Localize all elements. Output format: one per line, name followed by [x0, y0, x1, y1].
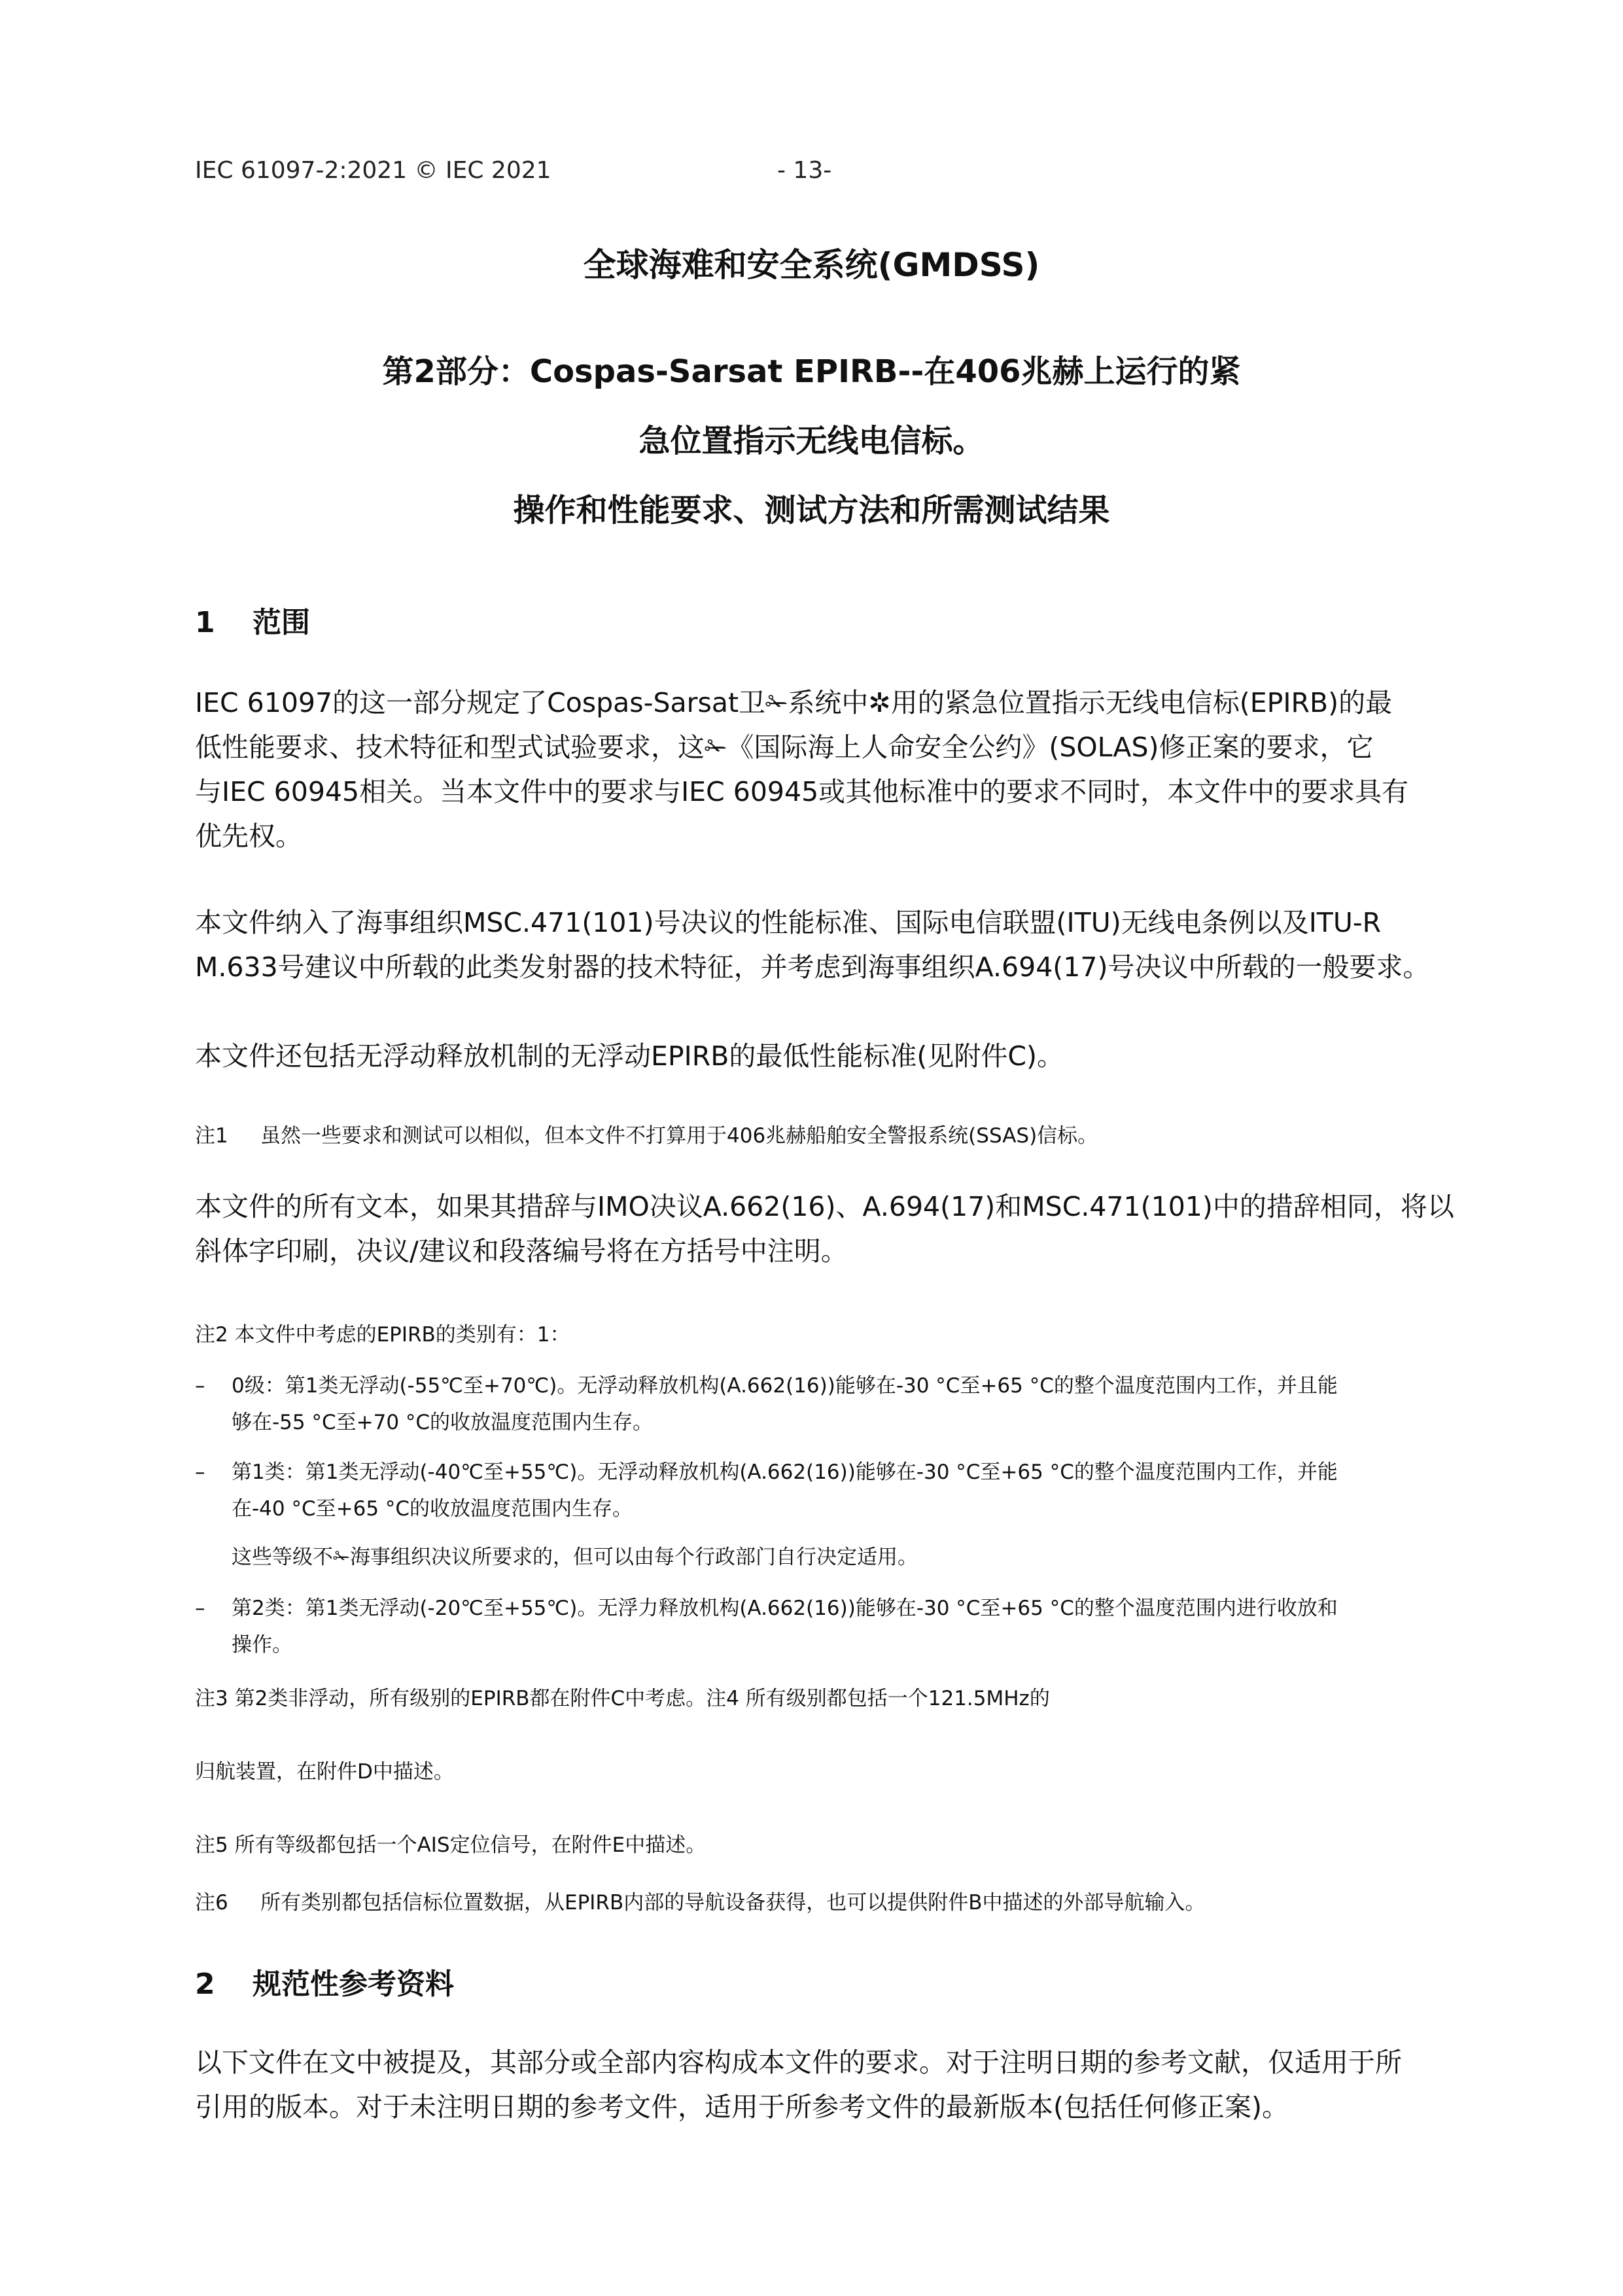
note-2-intro [195, 1316, 1438, 1353]
section-number: 1 [195, 606, 215, 639]
normative-references-paragraph [195, 2040, 1438, 2129]
header-standard-id: IEC 61097-2:2021 © IEC 2021 [195, 157, 551, 184]
note-text: 归航装置，在附件D中描述。 [195, 1760, 454, 1784]
subtitle-line: 操作和性能要求、测试方法和所需测试结果 [513, 492, 1110, 529]
note-text: 注3 第2类非浮动，所有级别的EPIRB都在附件C中考虑。注4 所有级别都包括一个121.5MHz的 [195, 1687, 1050, 1710]
document-subtitle [0, 337, 1623, 545]
section-2-heading [195, 1960, 454, 2002]
paragraph-line: IEC 61097的这一部分规定了Cospas-Sarsat卫✁系统中✲用的紧急位置指示无线电信标(EPIRB)的最 [195, 687, 1393, 718]
subtitle-line: 第2部分：Cospas-Sarsat EPIRB--在406兆赫上运行的紧 [382, 353, 1241, 390]
scope-paragraph-2 [195, 900, 1438, 989]
paragraph-line: 与IEC 60945相关。当本文件中的要求与IEC 60945或其他标准中的要求不同时，本文件中的要求具有 [195, 776, 1409, 807]
paragraph-line: 斜体字印刷，决议/建议和段落编号将在方括号中注明。 [195, 1235, 848, 1267]
paragraph-line: 引用的版本。对于未注明日期的参考文件，适用于所参考文件的最新版本(包括任何修正案)。 [195, 2091, 1289, 2123]
list-indent-note: 这些等级不✁海事组织决议所要求的，但可以由每个行政部门自行决定适用。 [232, 1545, 918, 1569]
note-text: 注5 所有等级都包括一个AIS定位信号，在附件E中描述。 [195, 1833, 707, 1857]
section-1-heading [195, 599, 310, 641]
note-1 [195, 1118, 1438, 1154]
section-title: 范围 [253, 606, 310, 639]
section-number: 2 [195, 1968, 215, 2001]
note-4-continuation [195, 1754, 1438, 1790]
dash-bullet: – [195, 1460, 205, 1484]
list-item-line: 0级：第1类无浮动(-55℃至+70℃)。无浮动释放机构(A.662(16))能够在-30 °C至+65 °C的整个温度范围内工作，并且能 [232, 1374, 1338, 1398]
list-item-line: 在-40 °C至+65 °C的收放温度范围内生存。 [232, 1497, 633, 1521]
note-text: 注2 本文件中考虑的EPIRB的类别有：1： [195, 1323, 570, 1347]
note-text: 所有类别都包括信标位置数据，从EPIRB内部的导航设备获得，也可以提供附件B中描述的外部导航输入。 [260, 1891, 1206, 1915]
note-label: 注6 [195, 1891, 228, 1915]
dash-bullet: – [195, 1374, 205, 1398]
paragraph-line: 本文件的所有文本，如果其措辞与IMO决议A.662(16)、A.694(17)和MSC.471(101)中的措辞相同，将以 [195, 1191, 1454, 1222]
list-item-line: 够在-55 °C至+70 °C的收放温度范围内生存。 [232, 1411, 654, 1434]
list-item-line: 第2类：第1类无浮动(-20℃至+55℃)。无浮力释放机构(A.662(16))能够在-30 °C至+65 °C的整个温度范围内进行收放和 [232, 1597, 1338, 1620]
list-item-line: 操作。 [232, 1633, 292, 1657]
note-label: 注1 [195, 1124, 228, 1148]
scope-paragraph-3 [195, 1034, 1438, 1078]
paragraph-line: 低性能要求、技术特征和型式试验要求，这✁《国际海上人命安全公约》(SOLAS)修正案的要求，它 [195, 732, 1374, 763]
note-5 [195, 1827, 1438, 1863]
paragraph-line: 本文件还包括无浮动释放机制的无浮动EPIRB的最低性能标准(见附件C)。 [195, 1040, 1064, 1072]
paragraph-line: M.633号建议中所载的此类发射器的技术特征，并考虑到海事组织A.694(17)号决议中所载的一般要求。 [195, 951, 1430, 983]
scope-paragraph-4 [195, 1184, 1454, 1273]
list-item-line: 第1类：第1类无浮动(-40℃至+55℃)。无浮动释放机构(A.662(16))能够在-30 °C至+65 °C的整个温度范围内工作，并能 [232, 1460, 1338, 1484]
note-text: 虽然一些要求和测试可以相似，但本文件不打算用于406兆赫船舶安全警报系统(SSAS)信标。 [260, 1124, 1098, 1148]
note-6 [195, 1884, 1438, 1921]
paragraph-line: 本文件纳入了海事组织MSC.471(101)号决议的性能标准、国际电信联盟(ITU)无线电条例以及ITU-R [195, 907, 1382, 938]
section-title: 规范性参考资料 [253, 1968, 454, 2001]
dash-bullet: – [195, 1597, 205, 1620]
paragraph-line: 优先权。 [195, 821, 302, 852]
note-3-4 [195, 1680, 1438, 1717]
subtitle-line: 急位置指示无线电信标。 [638, 423, 985, 459]
paragraph-line: 以下文件在文中被提及，其部分或全部内容构成本文件的要求。对于注明日期的参考文献，仅适用于所 [195, 2047, 1402, 2078]
header-page-number: - 13- [777, 157, 832, 184]
scope-paragraph-1 [195, 680, 1438, 858]
document-title: 全球海难和安全系统(GMDSS) [583, 246, 1040, 284]
